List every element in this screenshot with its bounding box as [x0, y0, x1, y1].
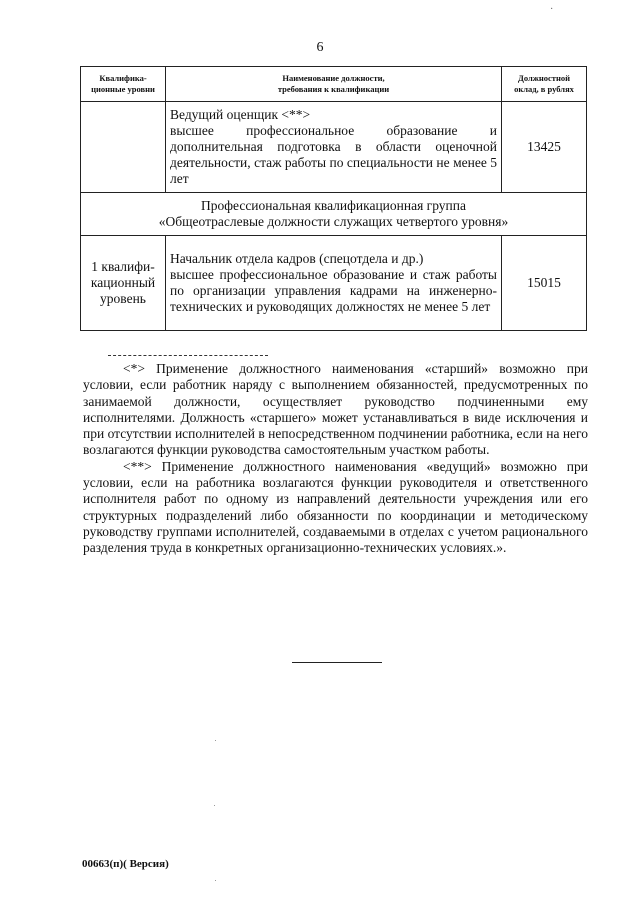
row-level-cell: 1 квалифи- кационный уровень [81, 236, 166, 331]
footnote-separator [108, 355, 268, 356]
footnotes [83, 361, 588, 557]
header-salary: Должностной оклад, в рублях [502, 67, 587, 102]
row-description-cell: Ведущий оценщик <**> высшее профессиональное образование и дополнительная подготовка в области оценочной деятельности, стаж работы по специальности не менее 5 лет [166, 102, 502, 193]
row-level-cell [81, 102, 166, 193]
footnote-leading: <**> Применение должностного наименования «ведущий» возможно при условии, если на работника возлагаются функции руководителя и ответственного исполнителя работ по одному из направлений деятельности учреждения или его структурных подразделений либо обязанности по координации и методическому руководству группами исполнителей, создаваемыми в отделах с учетом рационального разделения труда в конкретных организационно-технических условиях.». [83, 458, 588, 556]
scan-mark: · [550, 4, 554, 15]
row-description-cell: Начальник отдела кадров (спецотдела и др.) высшее профессиональное образование и стаж работы по организации управления кадрами на инженерно-технических и руководящих должностях не менее 5 лет [166, 236, 502, 331]
table-row [81, 236, 587, 331]
qualification-group-cell [81, 193, 587, 236]
document-code: 00663(п)( Версия) [82, 858, 169, 870]
scan-speck [215, 740, 216, 741]
scan-speck [215, 880, 216, 881]
page-number: 6 [316, 40, 324, 55]
header-position-requirements: Наименование должности, требования к квалификации [166, 67, 502, 102]
row-salary-cell: 13425 [502, 102, 587, 193]
header-qualification-levels: Квалифика- ционные уровни [81, 67, 166, 102]
table-header-row [81, 67, 587, 102]
qualification-table [80, 66, 587, 331]
footnote-senior: <*> Применение должностного наименования «старший» возможно при условии, если работник наряду с выполнением обязанностей, предусмотренных по занимаемой должности, осуществляет руководство подчиненными ему исполнителями. Должность «старшего» может устанавливаться в виде исключения и при отсутствии исполнителей в непосредственном подчинении работника, если на него возлагаются функции руководства самостоятельным участком работы. [83, 361, 588, 458]
row-salary-cell: 15015 [502, 236, 587, 331]
group-subtitle: «Общеотраслевые должности служащих четвертого уровня» [158, 214, 509, 229]
group-title: Профессиональная квалификационная группа [201, 198, 466, 213]
group-row [81, 193, 587, 236]
scan-speck [214, 805, 215, 806]
table-row [81, 102, 587, 193]
end-rule [292, 662, 382, 663]
